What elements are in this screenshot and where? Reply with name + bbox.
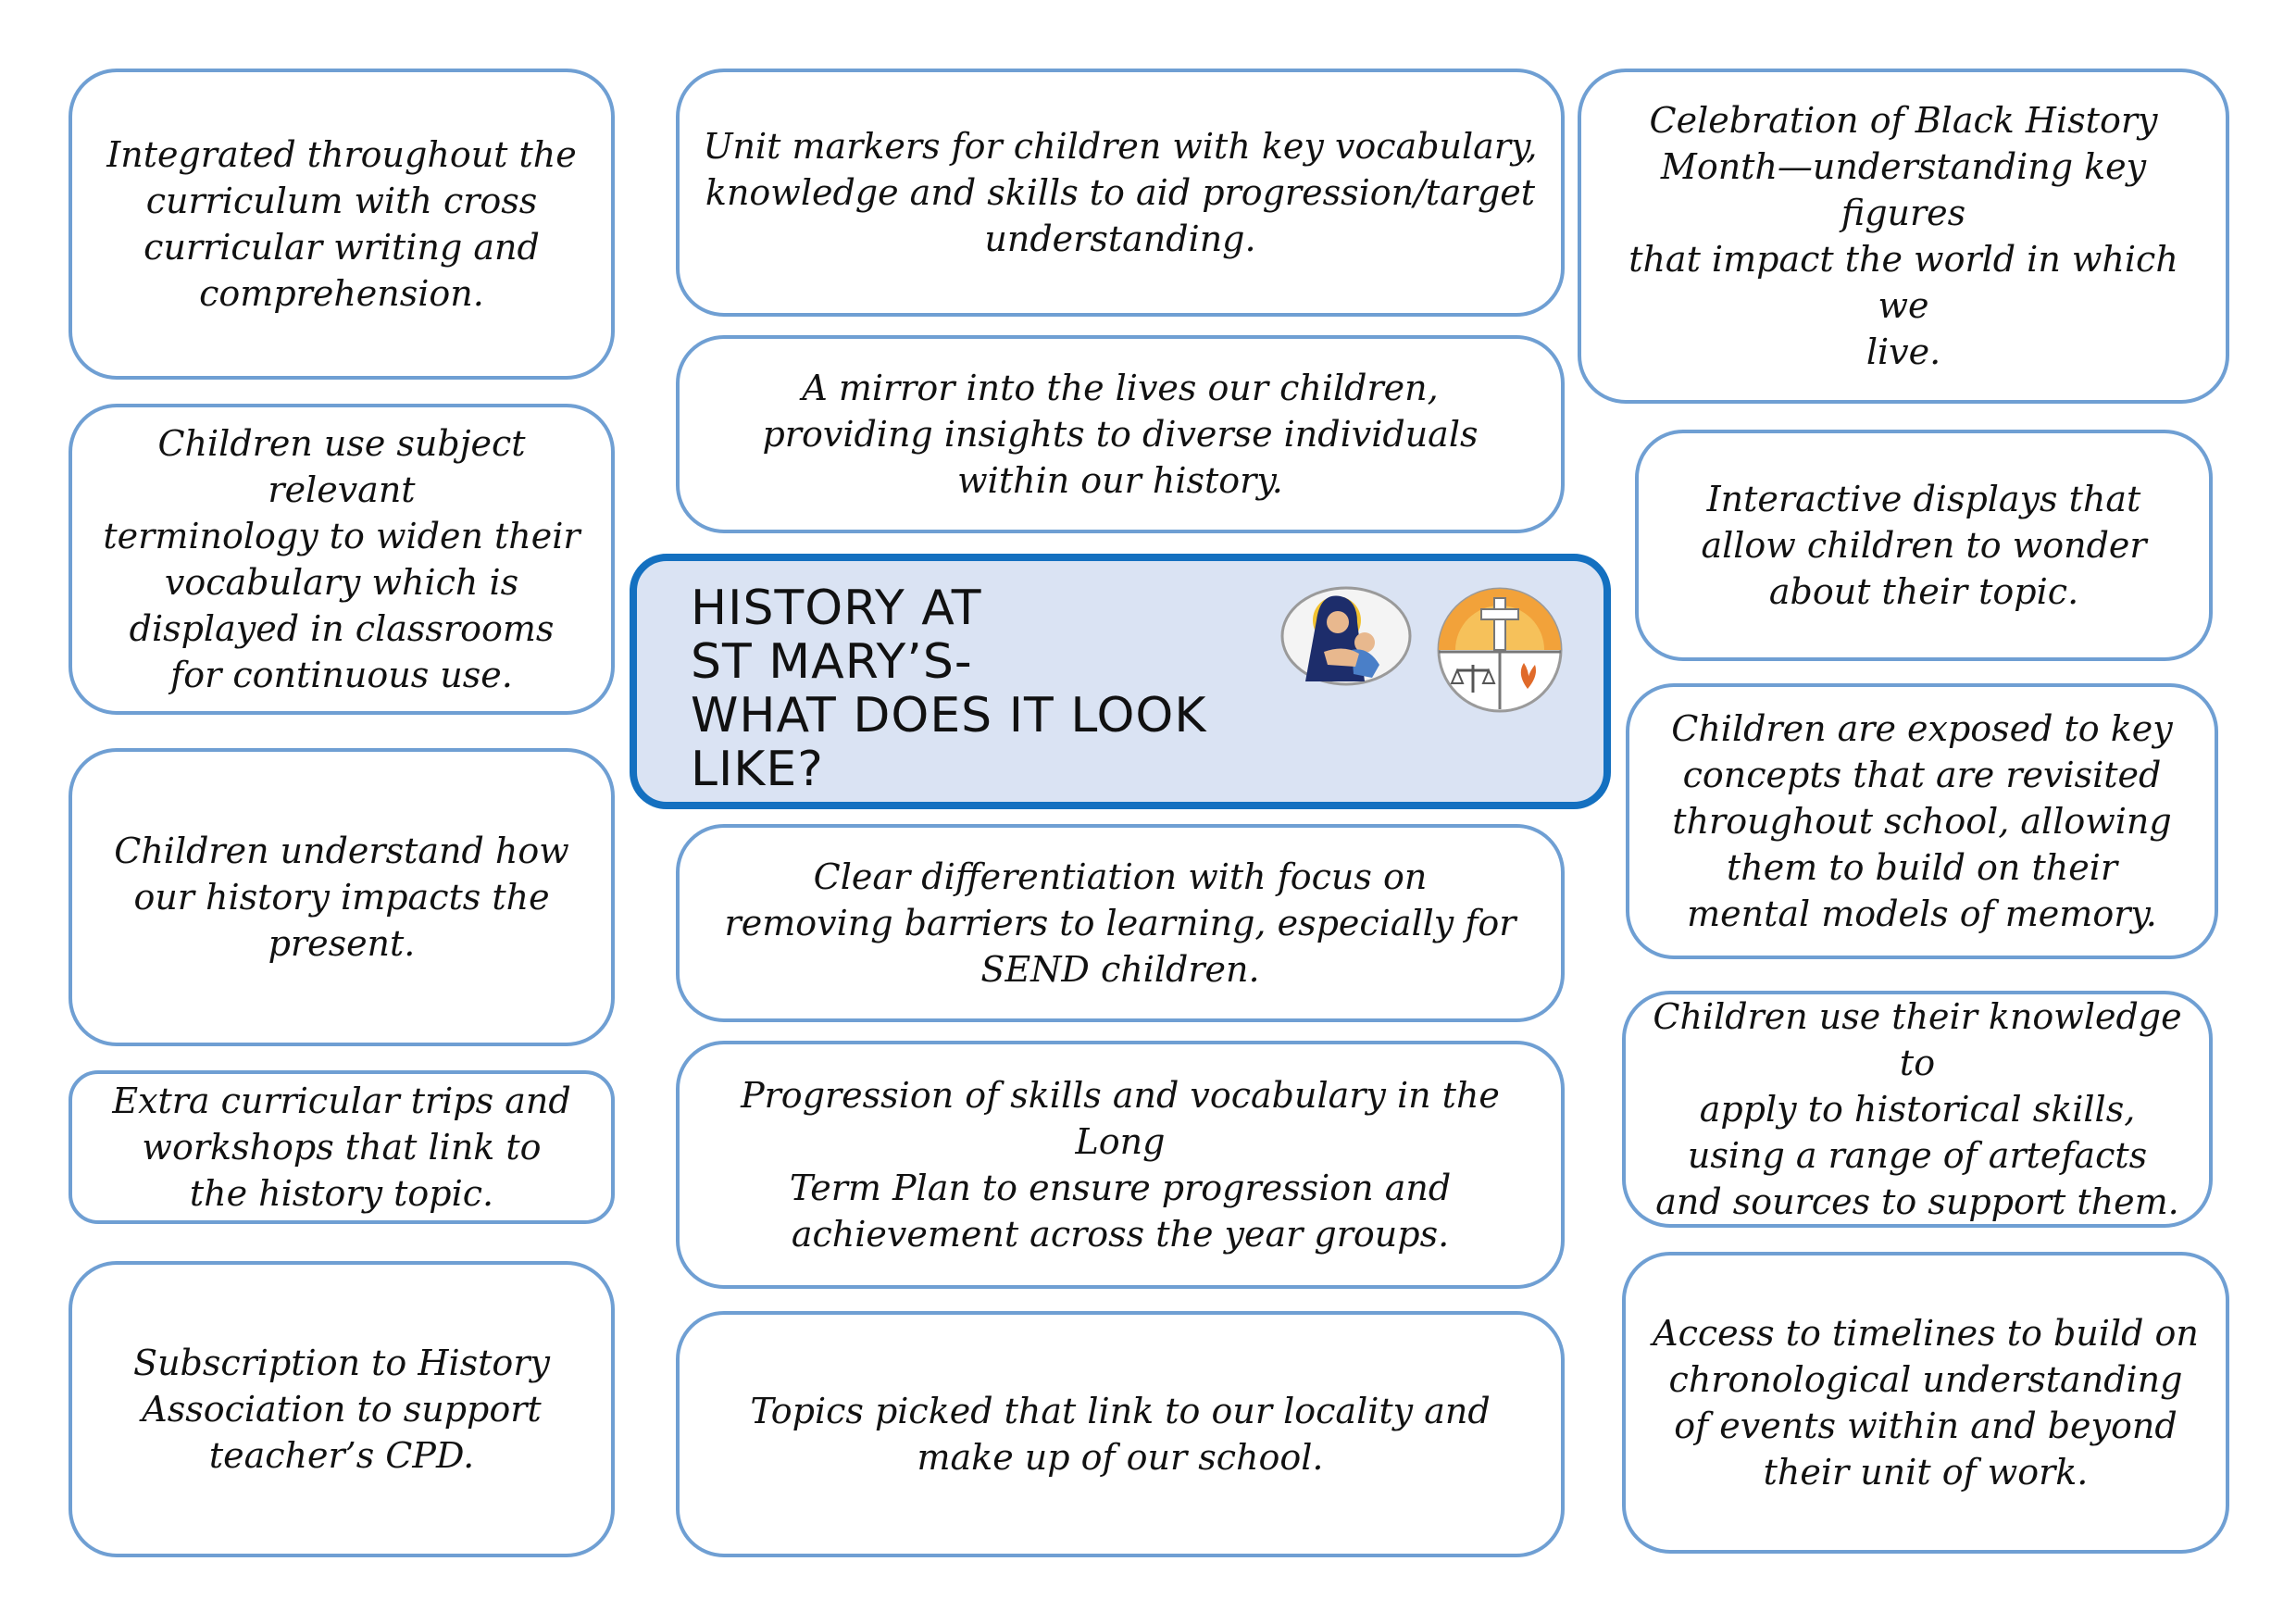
card-integrated-curriculum	[69, 69, 615, 380]
cross-scales-leaf-emblem-icon	[1435, 585, 1565, 715]
card-mirror-into-lives	[676, 335, 1565, 533]
card-progression-of-skills	[676, 1041, 1565, 1289]
card-interactive-displays	[1635, 430, 2213, 661]
card-access-to-timelines	[1622, 1252, 2229, 1554]
card-unit-markers	[676, 69, 1565, 317]
card-text: Integrated throughout the curriculum with cross curricular writing and comprehension.	[106, 134, 577, 314]
card-clear-differentiation	[676, 824, 1565, 1022]
card-subject-terminology	[69, 404, 615, 715]
card-history-impacts-present	[69, 748, 615, 1046]
card-text: Subscription to History Association to support teacher’s CPD.	[133, 1343, 550, 1476]
page-title: HISTORY AT ST MARY’S- WHAT DOES IT LOOK LIKE?	[691, 581, 1207, 797]
card-extra-curricular-trips	[69, 1070, 615, 1224]
card-text: Interactive displays that allow children to wonder about their topic.	[1701, 479, 2147, 612]
madonna-and-child-icon	[1279, 585, 1413, 687]
card-topics-locality	[676, 1311, 1565, 1557]
card-text: Children use subject relevant terminology to widen their vocabulary which is displayed in classrooms for continuous use.	[103, 423, 580, 695]
card-text: Unit markers for children with key vocabulary, knowledge and skills to aid progression/target understanding.	[703, 126, 1538, 259]
card-text: Children use their knowledge to apply to historical skills, using a range of artefacts and sources to support them.	[1653, 996, 2182, 1222]
card-text: Extra curricular trips and workshops that link to the history topic.	[112, 1081, 571, 1214]
card-knowledge-historical-skills	[1622, 991, 2213, 1228]
card-history-association	[69, 1261, 615, 1557]
card-text: Children are exposed to key concepts that are revisited throughout school, allowing them to build on their mental models of memory.	[1671, 708, 2173, 934]
title-panel	[630, 554, 1611, 809]
card-black-history-month	[1578, 69, 2229, 404]
card-text: Clear differentiation with focus on removing barriers to learning, especially for SEND children.	[724, 856, 1516, 990]
card-text: A mirror into the lives our children, providing insights to diverse individuals within our history.	[762, 368, 1479, 501]
card-text: Access to timelines to build on chronological understanding of events within and beyond their unit of work.	[1653, 1313, 2199, 1493]
card-key-concepts	[1626, 683, 2218, 959]
card-text: Children understand how our history impacts the present.	[114, 831, 569, 964]
card-text: Celebration of Black History Month—understanding key figures that impact the world in which we live.	[1628, 100, 2178, 372]
card-text: Topics picked that link to our locality and make up of our school.	[750, 1391, 1491, 1478]
card-text: Progression of skills and vocabulary in the Long Term Plan to ensure progression and achievement across the year groups.	[741, 1075, 1500, 1255]
